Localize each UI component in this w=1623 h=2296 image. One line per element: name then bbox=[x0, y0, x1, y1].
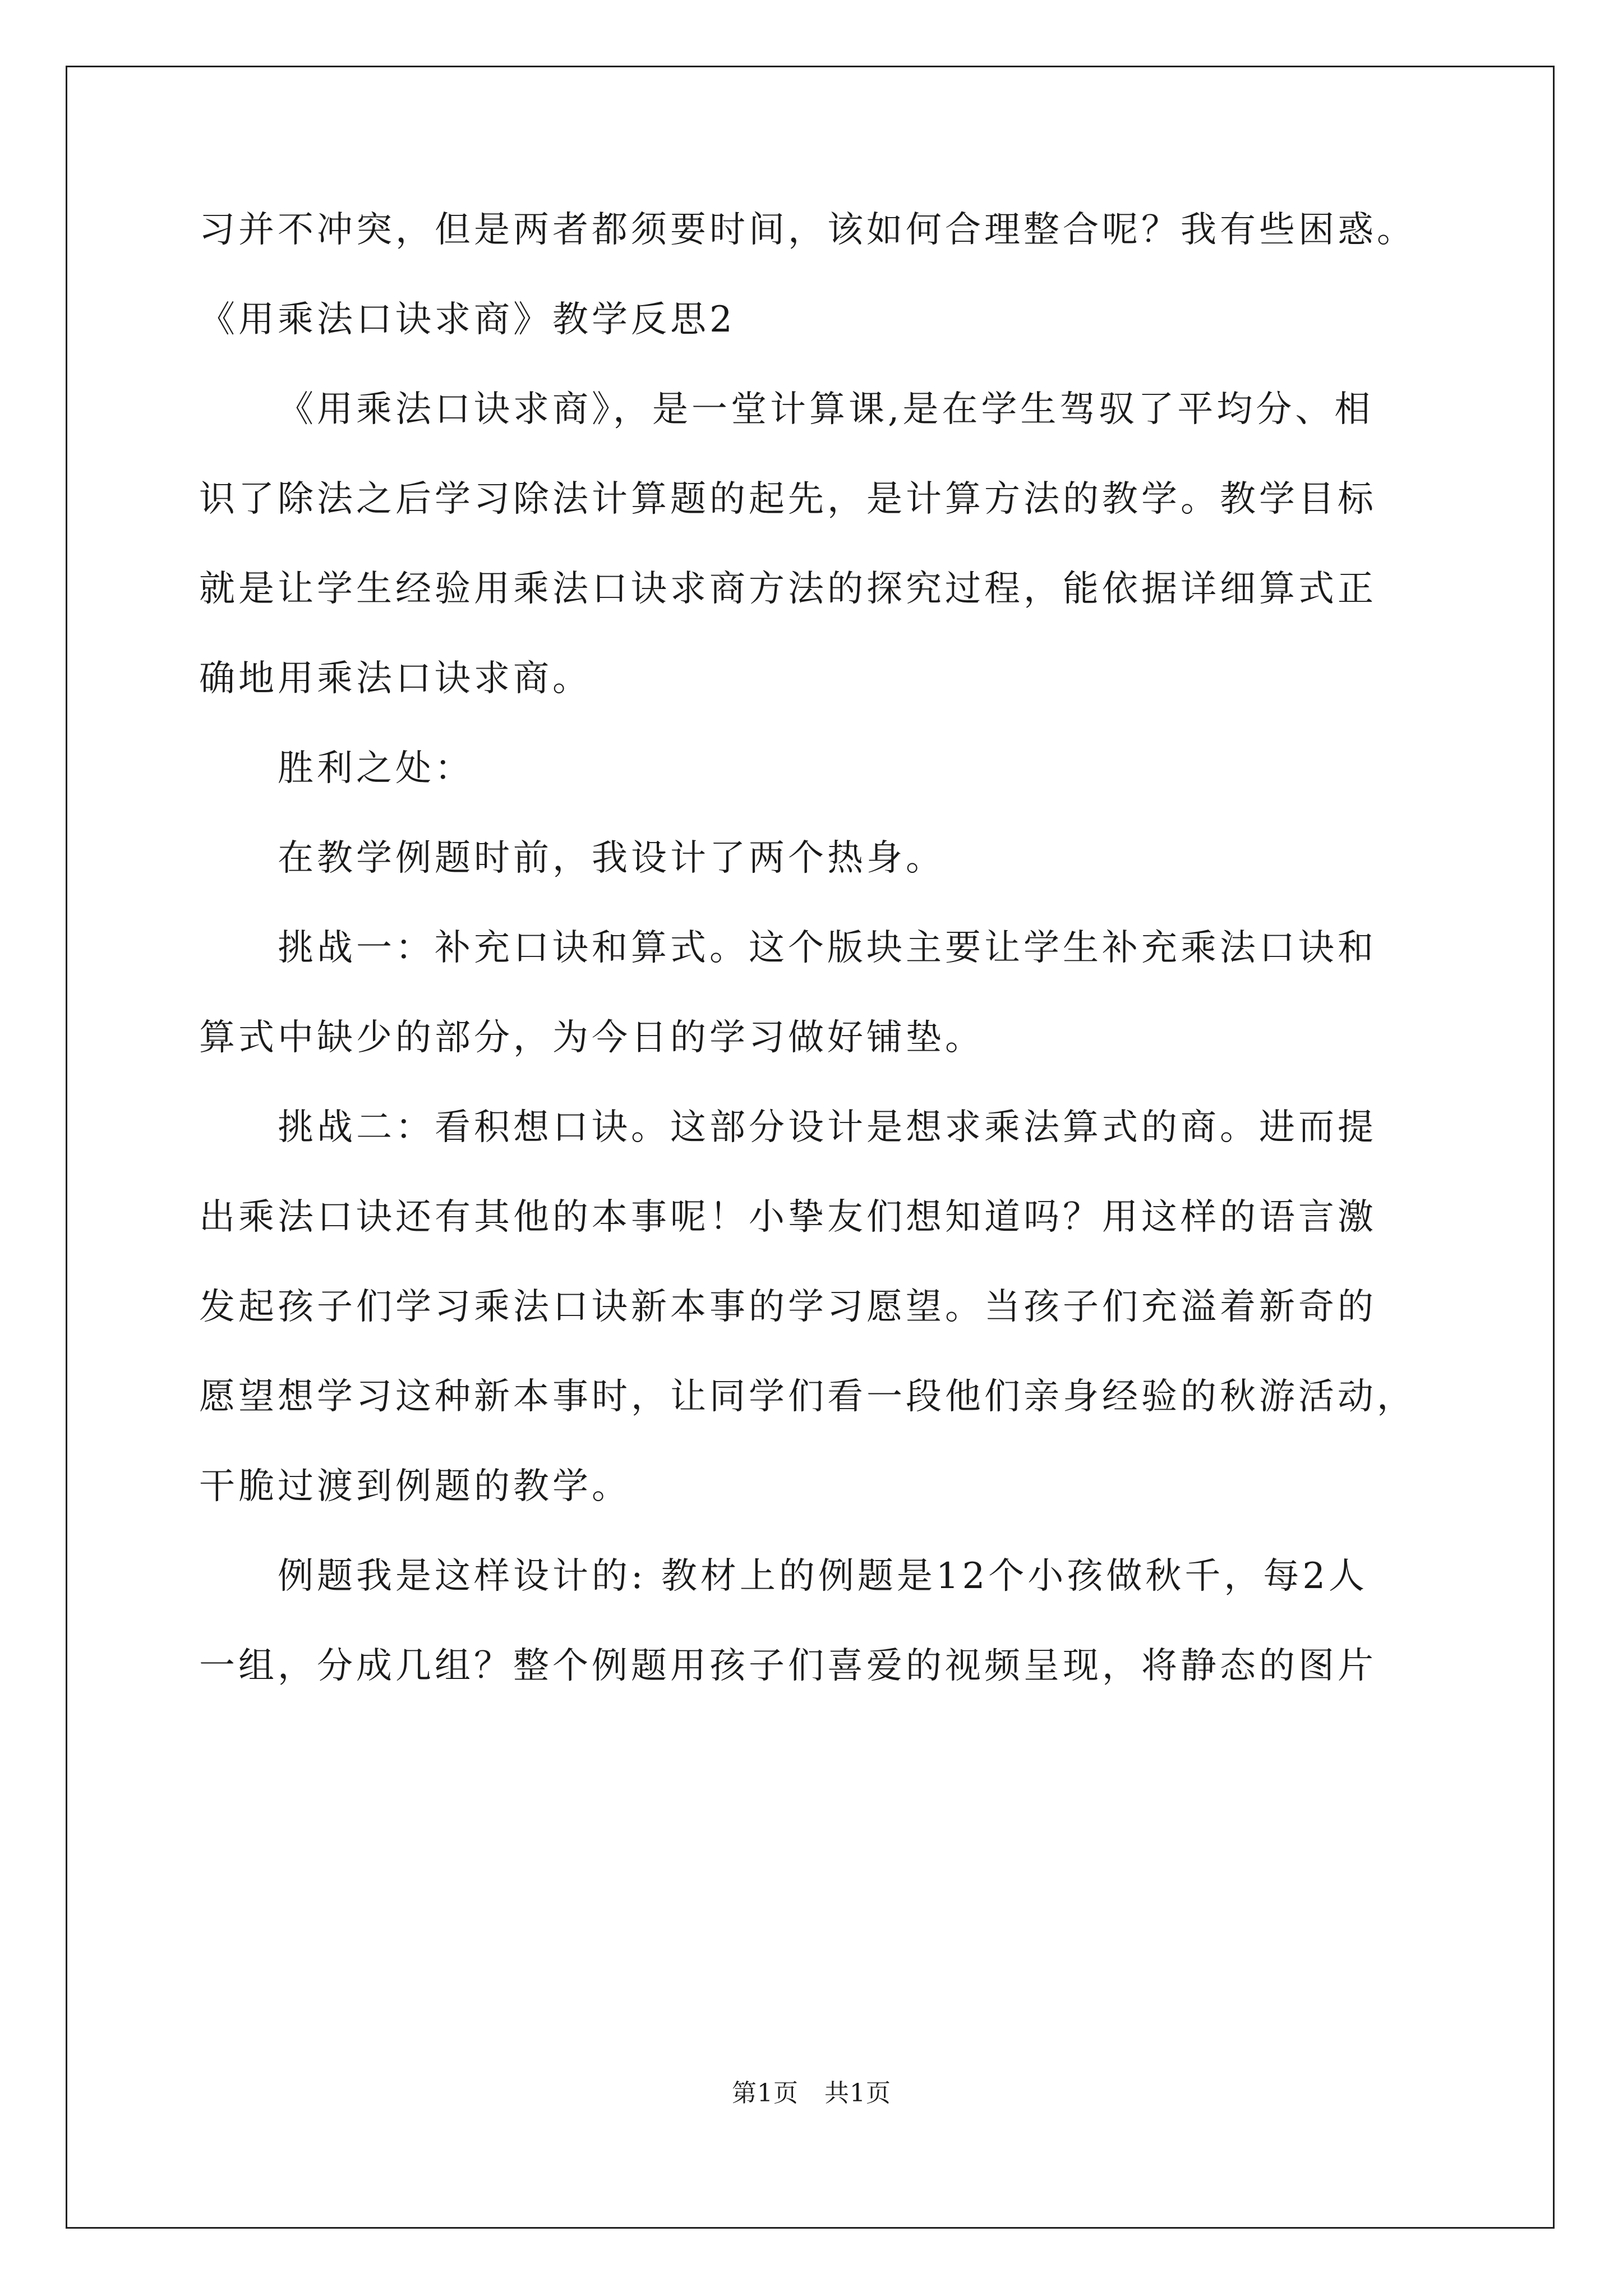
paragraph-start: 在教学例题时前，我设计了两个热身。 bbox=[278, 838, 945, 879]
text-line: 愿望想学习这种新本事时，让同学们看一段他们亲身经验的秋游活动， bbox=[199, 1376, 1416, 1418]
text-line: 算式中缺少的部分，为今日的学习做好铺垫。 bbox=[199, 1017, 984, 1059]
text-line: 干脆过渡到例题的教学。 bbox=[199, 1466, 631, 1507]
paragraph-start: 胜利之处： bbox=[278, 748, 474, 789]
document-body bbox=[199, 185, 1433, 1711]
paragraph-start: 挑战二：看积想口诀。这部分设计是想求乘法算式的商。进而提 bbox=[278, 1107, 1377, 1148]
paragraph-start: 《用乘法口诀求商》，是一堂计算课,是在学生驾驭了平均分、相 bbox=[278, 389, 1374, 430]
text-line: 出乘法口诀还有其他的本事呢！小挚友们想知道吗？用这样的语言激 bbox=[199, 1197, 1377, 1238]
text-line: 发起孩子们学习乘法口诀新本事的学习愿望。当孩子们充溢着新奇的 bbox=[199, 1286, 1377, 1328]
page-footer bbox=[0, 2073, 1623, 2109]
section-title: 《用乘法口诀求商》教学反思2 bbox=[199, 299, 736, 341]
text-line: 习并不冲突，但是两者都须要时间，该如何合理整合呢？我有些困惑。 bbox=[199, 209, 1416, 251]
text-line: 识了除法之后学习除法计算题的起先，是计算方法的教学。教学目标 bbox=[199, 478, 1377, 520]
text-line: 确地用乘法口诀求商。 bbox=[199, 658, 592, 700]
text-line: 就是让学生经验用乘法口诀求商方法的探究过程，能依据详细算式正 bbox=[199, 568, 1377, 610]
text-line: 一组，分成几组？整个例题用孩子们喜爱的视频呈现，将静态的图片 bbox=[199, 1645, 1377, 1687]
page-total: 共1页 bbox=[824, 2079, 891, 2108]
paragraph-start: 挑战一：补充口诀和算式。这个版块主要让学生补充乘法口诀和 bbox=[278, 927, 1377, 969]
page-number: 第1页 bbox=[732, 2079, 799, 2108]
paragraph-start: 例题我是这样设计的: 教材上的例题是12个小孩做秋千，每2人 bbox=[278, 1556, 1368, 1597]
